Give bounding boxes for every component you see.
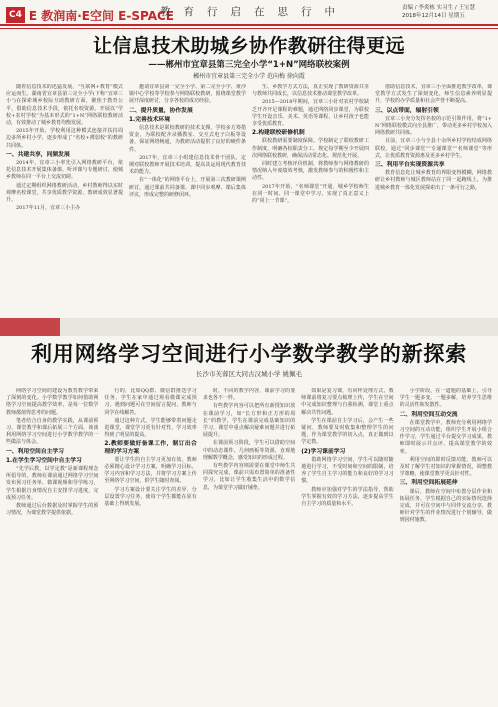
paragraph: 要让学生的自主学习更加有效，教师必须精心设计学习方案，明确学习目标、学习内容和学习方法，并将学习方案上传至网络学习空间，供学生随时查阅。	[104, 456, 197, 485]
masthead-info	[402, 4, 490, 20]
paragraph: 课后，教师在空间中布置分层作业和拓展任务，学生根据自己的实际情况选择完成，并可在空间中与同伴交流分享，教师针对学生的作业情况进行个别辅导，做到因材施教。	[399, 488, 493, 524]
paragraph: 2015—2018年期间，宜章三小针对农村学校缺乏开齐开足课程的难题，通过网络同步课堂，为联校学生开设音乐、美术、英语等课程，让乡村孩子也能享受优质教育。	[252, 99, 369, 128]
article-2-body	[6, 388, 492, 702]
paragraph: 时，不同的教学内容，课前学习的要求也各不一样。	[202, 388, 296, 402]
divider-accent	[0, 318, 60, 336]
section-heading: 三、利用空间拓展延伸	[399, 480, 458, 487]
paragraph: 在课前预习阶段，学生可以借助空间中的动态课件、几何画板等资源，直观地理解数学概念，感受知识的形成过程。	[202, 440, 296, 461]
paragraph: 2014年，宜章三小率先引入网络教研平台，依托信息技术开展集体备课、听评课与专题研讨，使城乡教师在同一平台上交流切磋。	[6, 160, 123, 181]
text-column	[375, 84, 492, 314]
paragraph: “先学后教，以学定教”是新课程理念所倡导的。教师在课前通过网络学习空间发布预习任务单、微课视频和导学练习，学生根据自身情况自主安排学习进度，完成预习任务。	[6, 466, 99, 501]
paragraph: 目前，宜章三小与全县十余所乡村学校结成网络联校，通过“同步课堂”“专递课堂”“名师课堂”等形式，让优质教育资源惠及更多乡村学生。	[375, 138, 492, 159]
paragraph: 教师通过后台数据及时掌握学生的预习情况，为课堂教学提供依据。	[6, 503, 99, 517]
paragraph: 学习方案设计要关注学生的差异，分层设置学习任务，使每个学生都能在原有基础上得到发展。	[104, 486, 197, 508]
paragraph: 随着信息技术的迅猛发展，“互联网+教育”模式应运而生。湖南省宜章县第三完全小学(下称“宜章三小”)在探索城乡校际互助教研方面，聚焦于教育公平，借助信息技术手段，依托名校资源，开展以“学校+农村学校”为基本形式的“1+N”网络联校教研活动，有效推动了城乡教育均衡发展。	[6, 84, 123, 127]
article-1-author: 郴州市宜章县第三完全小学 范向梅 徐向霞	[193, 73, 305, 80]
text-column	[6, 84, 123, 314]
text-column	[6, 388, 98, 702]
paragraph: 联校教研需要制度保障。学校制定了联校教研工作制度，明确各校职责分工，规定每学期至少开展四次网络联校教研，确保活动常态化、规范化开展。	[252, 138, 369, 159]
section-heading: (2)学习课前学习	[301, 448, 346, 455]
text-column	[301, 388, 393, 702]
divider-band	[0, 318, 498, 336]
paragraph: 教育信息化让城乡教育的界限变得模糊，网络教研让乡村教师与城区教师站在了同一起跑线上，为推进城乡教育一体化发展探索出了一条可行之路。	[375, 170, 492, 191]
paragraph: 2017年11月，宜章三小主办	[16, 205, 81, 212]
section-heading: 2.教师要做好备课工作，制订出合理的学习方案	[104, 441, 197, 455]
masthead-rule	[0, 24, 498, 26]
text-column	[400, 388, 492, 702]
paragraph: 教师应加强对学生的学法指导，帮助学生掌握有效的学习方法，逐步提高学生自主学习的质量和水平。	[301, 486, 394, 508]
paragraph: 借助信息技术，宜章三小全面推进教学改革，课堂教学方式发生了深刻变化，师生信息素养明显提升，学校的办学质量和社会声誉不断提高。	[375, 84, 492, 105]
paragraph: 同时建立考核评价机制，将教师参与网络教研的情况纳入年度绩效考核，激发教师参与的积极性和主动性。	[252, 161, 369, 182]
text-column	[129, 84, 246, 314]
section-heading: 1.在学生学习空间中自主学习	[6, 457, 82, 464]
paragraph: 信息技术是联校教研的技术支撑。学校多方筹措资金，为联校配齐录播教室、交互式电子白板等设备，保证网络畅通，为教研活动提供了良好的硬件条件。	[129, 125, 246, 153]
section-heading: 一、利用空间自主学习	[6, 448, 64, 455]
masthead	[0, 0, 498, 30]
paragraph: 小学阶段，在一道题的基础上，引导学生一题多变、一题多解，培养学生思维的灵活性和发散性。	[399, 388, 493, 409]
section-heading: 二、提升质量，协作发展	[129, 107, 193, 114]
section-heading: 三、以点带面，辐射引领	[375, 107, 439, 114]
article-1-subtitle: ——郴州市宜章县第三完全小学“1+N”网络联校案例	[148, 60, 350, 70]
section-heading: 2.构建联校研修机制	[252, 130, 305, 137]
paragraph: 生、乡教学方式方法，真正实现了教研资源共享与教师共同成长，以信息技术推动课堂教学改革。	[252, 84, 369, 98]
paragraph: 2015年开始，学校利用这种模式连接并扶持周边多所乡村小学，逐步形成了“名校+薄弱校”的教研共同体。	[6, 128, 123, 149]
paragraph: 借助网络学习空间，学生可以随时随地进行学习，不受时间和空间的限制，培养了学生自主学习的能力和良好的学习习惯。	[301, 456, 394, 485]
article-1-body	[6, 84, 492, 314]
date-line: 2018年12月14日 星期五	[402, 13, 465, 19]
section-heading: 三、利用平台实现资源共享	[375, 162, 445, 169]
paragraph: 笔者结合自身的教学实践，从课前预习、课堂教学和课后拓展三个方面，谈谈利用网络学习空间进行小学数学教学的一些做法与体会。	[6, 417, 99, 446]
section-heading: 1.完善技术环境	[129, 116, 171, 123]
article-2-title: 利用网络学习空间进行小学数学教学的新探索	[31, 342, 467, 366]
series-title: 教育行启在思行中	[160, 6, 348, 18]
text-column	[104, 388, 196, 702]
article-1-title: 让信息技术助城乡协作教研往得更远	[92, 35, 405, 57]
paragraph: 邀请宜章县第一完全小学、第二完全小学、黄沙镇中心学校等学校参与网络联校教研，围绕课堂教学展开深度研讨，分享各校的成功经验。	[129, 84, 246, 105]
section-heading: 二、利用空间互动交流	[399, 411, 458, 418]
article-2-header	[0, 340, 498, 379]
article-2-author: 长沙市芙蓉区大同古汉城小学 姚佩毛	[195, 370, 303, 378]
article-1-header	[0, 34, 498, 81]
paragraph: 通过这种方式，学生能够带着问题走进课堂，课堂学习更有针对性，学习效率得到了明显的提高。	[104, 417, 197, 439]
paragraph: 网络学习空间的建设为教育教学带来了深刻的变化。小学数学教学如何借助网络学习空间提高教学效率，是每一位数学教师都值得思考的问题。	[6, 388, 99, 416]
paragraph: 学生在课前自主学习后，会产生一些疑问，教师要及时收集和整理学生的问题，作为课堂教学的切入点，真正做到以学定教。	[301, 417, 394, 446]
masthead-rule-thin	[0, 28, 498, 29]
paragraph: 有些教学内容可以把所有新授知识放在课前学习，如“长方形和正方形的周长”的教学，学生在课前完成基础知识的学习，课堂中重点解决疑难问题并进行拓展提升。	[202, 403, 296, 439]
text-column	[252, 84, 369, 314]
paragraph: 利用空间的即时反馈功能，教师可以及时了解学生对知识的掌握情况，调整教学策略，使课堂教学更具针对性。	[399, 456, 493, 478]
paragraph: 有些教学内容则需要在课堂中师生共同探究完成，课前只需布置简单的准备性学习，比如让学生收集生活中的数学信息，为课堂学习做好铺垫。	[202, 463, 296, 491]
paragraph: 2017年，宜章三小组建信息技术骨干团队，定期对联校教师开展技术培训，提高其运用现代教育技术的能力。	[129, 154, 246, 176]
section-title: E 教润南·E空间 E-SPACE	[28, 8, 174, 23]
text-column	[203, 388, 295, 702]
paragraph: 如果是复习课，有同样处理方式，教师课前将复习要点梳理上传，学生在空间中完成知识整理与自我检测，课堂上重点解决共性问题。	[301, 388, 394, 416]
paragraph: 2017年开始，“名师课堂”开通，城乡学校师生在同一时间、同一课堂中学习，实现了真正意义上的“同上一节课”。	[252, 183, 369, 205]
paragraph: 宜章三小充分发挥名校的示范引领作用，将“1+N”网络联校模式向全县推广，带动更多乡村学校加入网络教研共同体。	[375, 115, 492, 137]
paragraph: 通过定期组织网络教研活动，乡村教师得以实时观摩名校课堂，共享优质教学资源，教研成效显著提升。	[6, 182, 123, 204]
editor-line: 责编 / 李炎栋 实习生 / 王宝慧	[402, 5, 475, 11]
page-number: C4	[6, 7, 25, 23]
section-heading: 一、共建共享，同频发展	[6, 151, 70, 158]
paragraph: 在“一体化”的网络平台上，开展第三次教研课例研讨，通过课前共同备课、课中同步观摩、课后集体评议，形成完整的研修闭环。	[129, 177, 246, 198]
paragraph: 行的，比如QQ群、微信群推送学习任务，学生在家中通过观看微课完成预习，遇到问题可在空间留言提问，教师与同学在线解答。	[104, 388, 197, 416]
paragraph: 在课堂教学中，教师充分利用网络学习空间的互动功能，组织学生开展小组合作学习，学生通过平台提交学习成果，教师即时展示并点评，提高课堂教学的效率。	[399, 419, 493, 455]
masthead-left	[6, 6, 174, 24]
